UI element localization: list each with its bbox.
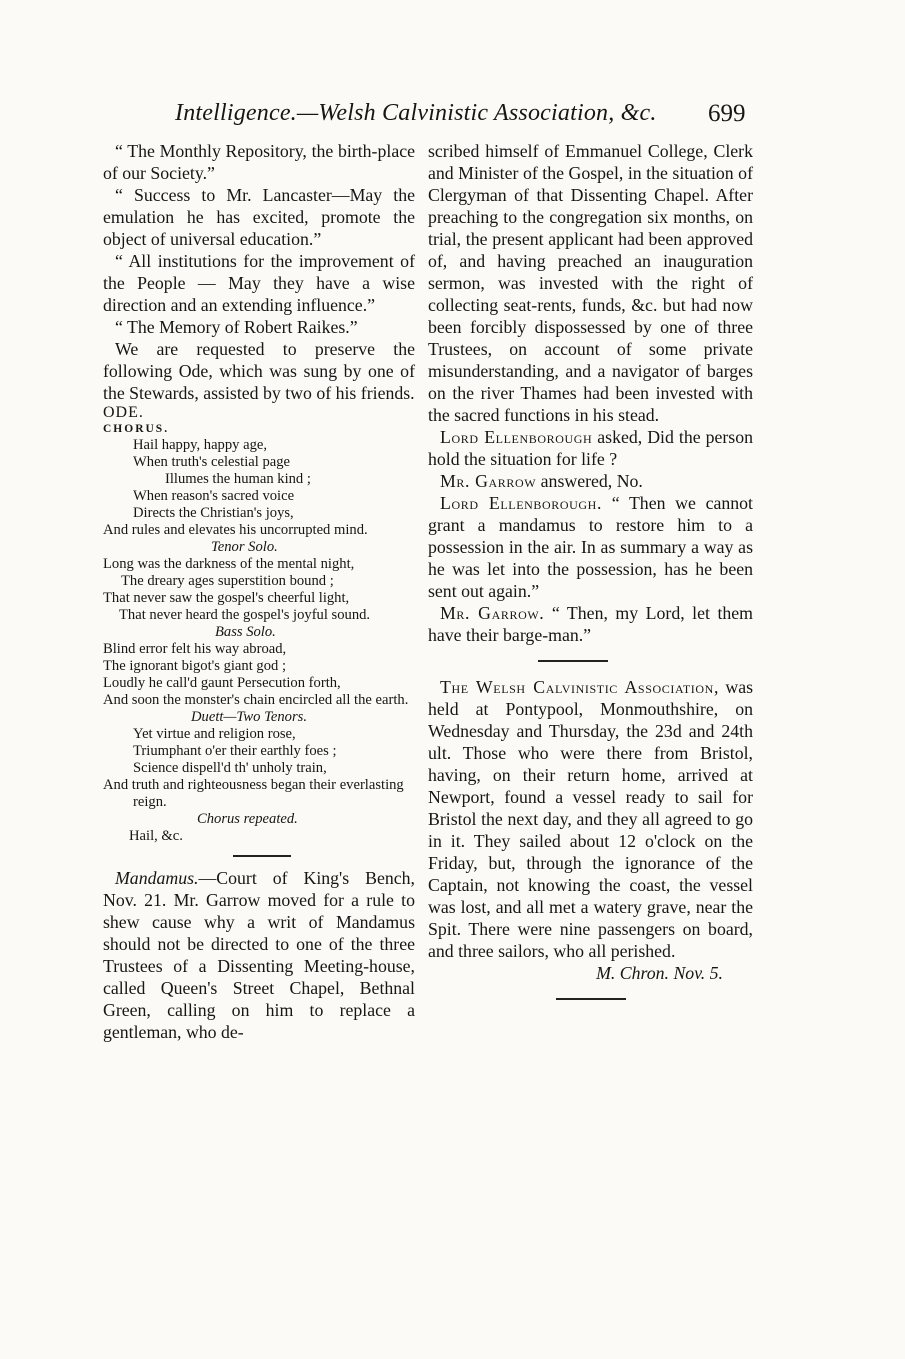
- toast-paragraph: “ All institutions for the improvement of the People — May they have a wise direction and an extending influence.”: [103, 251, 415, 315]
- verse-line: Hail happy, happy age,: [133, 437, 268, 453]
- verse-line: Loudly he call'd gaunt Persecution forth,: [103, 675, 341, 691]
- toast-paragraph: “ Success to Mr. Lancaster—May the emulation he has excited, promote the object of universal education.”: [103, 185, 415, 249]
- ode-title: ODE.: [103, 404, 144, 421]
- section-rule: [233, 855, 291, 857]
- right-column: [428, 140, 753, 1000]
- speaker-name: Lord Ellenborough.: [440, 493, 602, 513]
- verse-line: The ignorant bigot's giant god ;: [103, 658, 286, 674]
- welsh-association-text: , was held at Pontypool, Monmouthshire, on Wednesday and Thursday, the 23d and 24th ult. Those who were there from Bristol, having, on their return home, arrived at Newport, found a vessel ready to sail for Bristol the next day, and they all agreed to go in it. They sailed about 12 o'clock on the Friday, but, through the ignorance of the Captain, not knowing the coast, the vessel was lost, and all met a watery grave, near the Spit. There were nine passengers on board, and three sailors, who all perished.: [428, 677, 754, 961]
- page-header: [0, 100, 905, 140]
- verse-line: And rules and elevates his uncorrupted mind.: [103, 522, 368, 538]
- speech-text: answered, No.: [536, 471, 643, 491]
- mandamus-continuation: scribed himself of Emmanuel College, Clerk and Minister of the Gospel, in the situation of Clergyman of that Dissenting Chapel. After preaching to the congregation six months, on trial, the present applicant had been approved of, and having preached an inauguration sermon, was invested with the right of collecting seat-rents, funds, &c. but had now been forcibly dispossessed by one of three Trustees, on account of some private misunderstanding, and a navigator of barges on the river Thames had been invested with the sacred functions in his stead.: [428, 141, 753, 425]
- mandamus-paragraph: [103, 867, 415, 1043]
- chorus-repeated-text: Hail, &c.: [129, 828, 183, 844]
- duett-stanza: [103, 726, 415, 811]
- left-column: [103, 140, 415, 1043]
- speech-text: “ Then, my Lord, let them have their barge-man.”: [428, 603, 753, 645]
- verse-line: When truth's celestial page: [133, 454, 291, 470]
- welsh-association-paragraph: [428, 676, 753, 962]
- speech-text: “ Then we cannot grant a mandamus to restore him to a possession in the air. In as summary a way as he was let into the possession, has he been sent out again.”: [428, 493, 753, 601]
- verse-line: The dreary ages superstition bound ;: [121, 573, 334, 589]
- verse-line: Science dispell'd th' unholy train,: [133, 760, 327, 776]
- section-rule: [538, 660, 608, 662]
- toast-paragraph: “ The Monthly Repository, the birth-place of our Society.”: [103, 141, 415, 183]
- speech-text: asked, Did the person hold the situation for life ?: [428, 427, 754, 469]
- speaker-name: Mr. Garrow: [440, 471, 537, 491]
- court-dialogue: [428, 492, 753, 602]
- tenor-stanza: [103, 556, 415, 624]
- verse-line: And truth and righteousness began their everlasting reign.: [103, 777, 404, 810]
- end-rule: [556, 998, 626, 1000]
- chorus-repeated-label: Chorus repeated.: [197, 811, 298, 827]
- chorus-label: CHORUS.: [103, 423, 170, 435]
- toast-paragraph: “ The Memory of Robert Raikes.”: [115, 317, 358, 337]
- bass-solo-label: Bass Solo.: [215, 624, 276, 640]
- ode-intro: We are requested to preserve the following Ode, which was sung by one of the Stewards, assisted by two of his friends.: [103, 339, 415, 403]
- tenor-solo-label: Tenor Solo.: [211, 539, 278, 555]
- court-dialogue: [428, 426, 753, 470]
- running-title: Intelligence.—Welsh Calvinistic Association, &c.: [175, 100, 657, 126]
- source-citation: M. Chron. Nov. 5.: [596, 963, 723, 983]
- duett-label: Duett—Two Tenors.: [191, 709, 307, 725]
- welsh-association-heading: The Welsh Calvinistic Association: [440, 677, 714, 697]
- verse-line: That never heard the gospel's joyful sound.: [119, 607, 371, 623]
- court-dialogue: [428, 602, 753, 646]
- verse-line: Long was the darkness of the mental night,: [103, 556, 355, 572]
- verse-line: Blind error felt his way abroad,: [103, 641, 287, 657]
- speaker-name: Lord Ellenborough: [440, 427, 593, 447]
- verse-line: Directs the Christian's joys,: [133, 505, 294, 521]
- page-number: 699: [708, 100, 746, 127]
- chorus-stanza: [103, 437, 415, 539]
- mandamus-heading: Mandamus.: [115, 868, 199, 888]
- verse-line: Yet virtue and religion rose,: [133, 726, 296, 742]
- speaker-name: Mr. Garrow.: [440, 603, 545, 623]
- verse-line: That never saw the gospel's cheerful light,: [103, 590, 350, 606]
- verse-line: And soon the monster's chain encircled all the earth.: [103, 692, 409, 708]
- court-dialogue: [428, 470, 753, 492]
- mandamus-text: —Court of King's Bench, Nov. 21. Mr. Garrow moved for a rule to shew cause why a writ of Mandamus should not be directed to one of the three Trustees of a Dissenting Meeting-house, called Queen's Street Chapel, Bethnal Green, calling on him to replace a gentleman, who de-: [103, 868, 415, 1042]
- bass-stanza: [103, 641, 415, 709]
- verse-line: Illumes the human kind ;: [165, 471, 311, 487]
- verse-line: When reason's sacred voice: [133, 488, 295, 504]
- verse-line: Triumphant o'er their earthly foes ;: [133, 743, 337, 759]
